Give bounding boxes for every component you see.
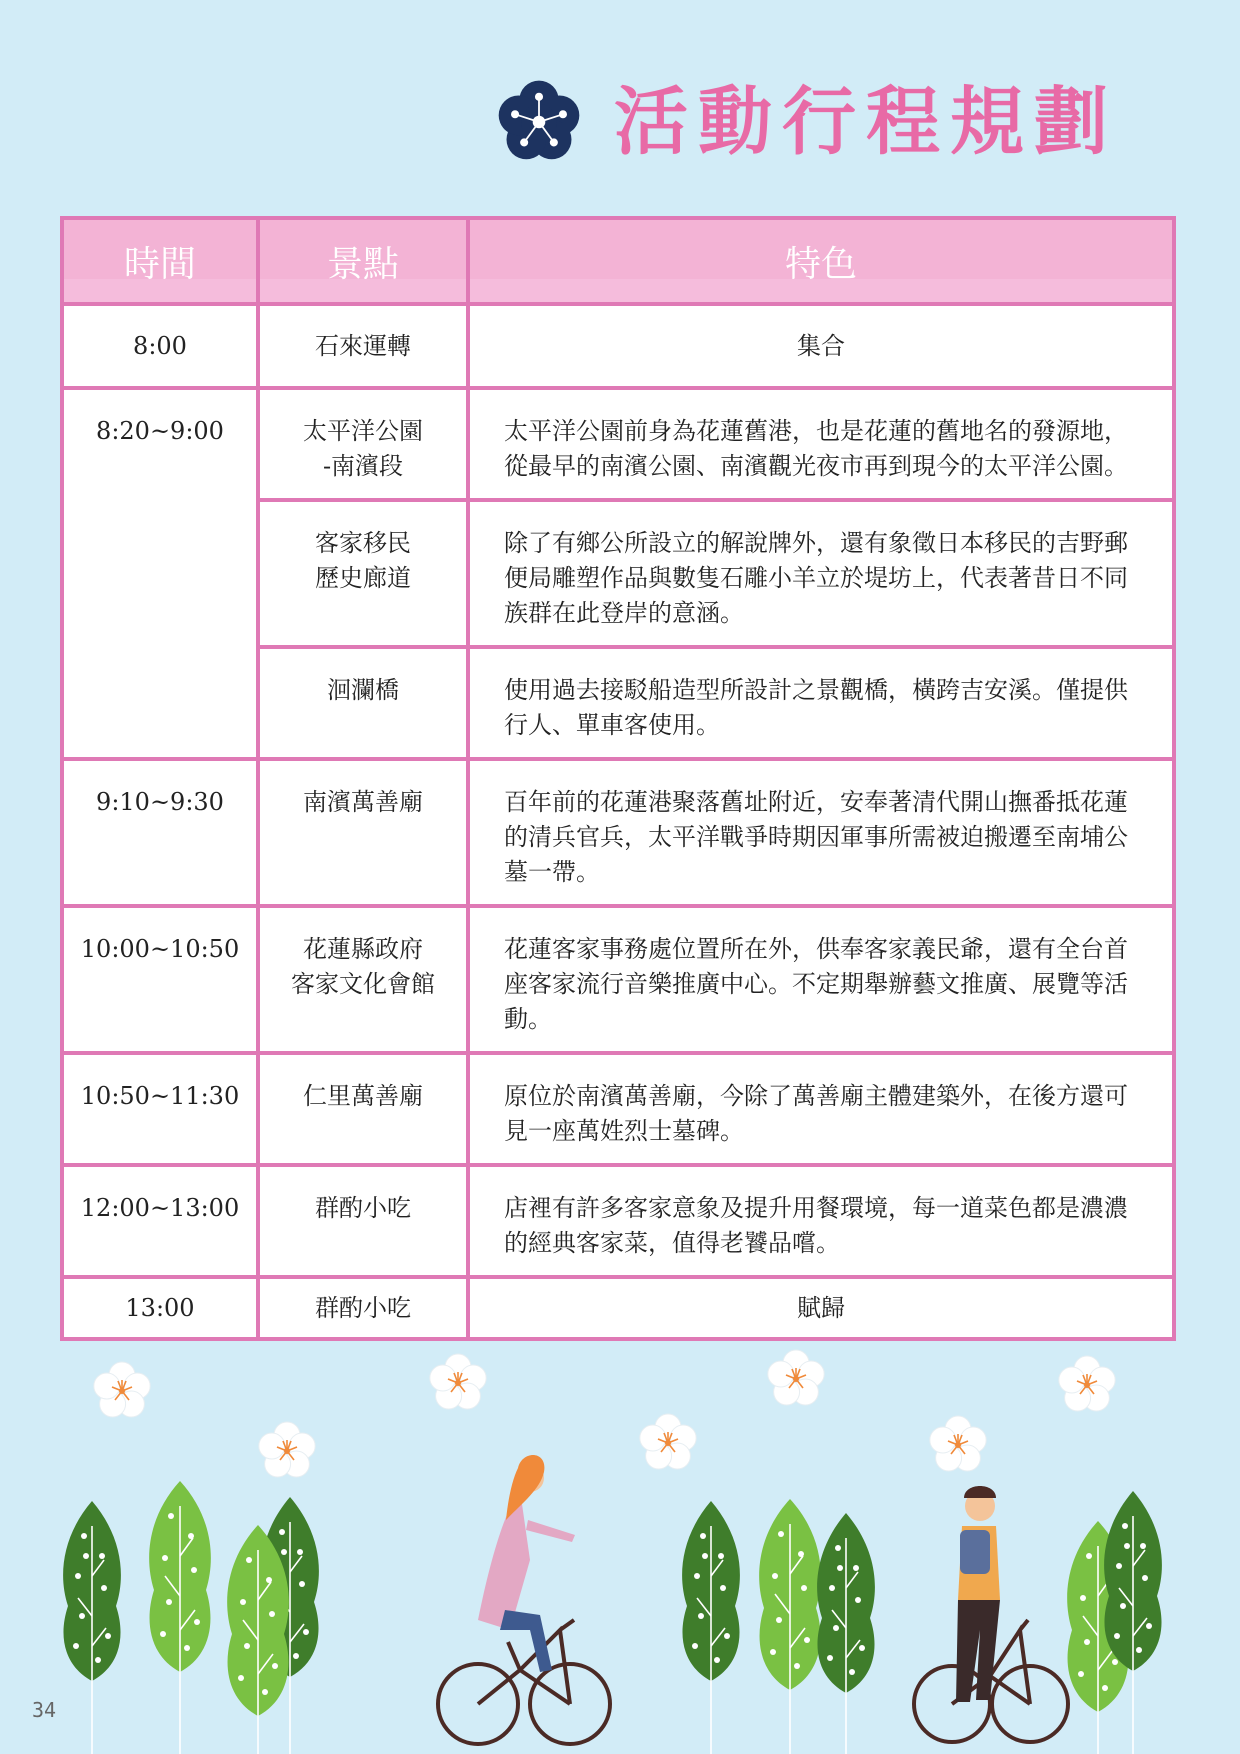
tree-icon <box>817 1513 875 1754</box>
header-spot: 景點 <box>258 218 468 304</box>
spot-cell: 太平洋公園 -南濱段 <box>258 388 468 500</box>
cyclist-woman-icon <box>438 1455 610 1744</box>
tree-icon <box>682 1501 740 1754</box>
time-cell: 10:50~11:30 <box>62 1053 258 1165</box>
cyclist-man-icon <box>914 1486 1068 1742</box>
table-row <box>62 759 1174 906</box>
table-row <box>62 1165 1174 1277</box>
feature-cell: 集合 <box>468 304 1174 388</box>
header-time: 時間 <box>62 218 258 304</box>
time-cell: 9:10~9:30 <box>62 759 258 906</box>
time-cell: 10:00~10:50 <box>62 906 258 1053</box>
feature-cell: 太平洋公園前身為花蓮舊港，也是花蓮的舊地名的發源地，從最早的南濱公園、南濱觀光夜市再到現今的太平洋公園。 <box>468 388 1174 500</box>
time-cell: 8:20~9:00 <box>62 388 258 759</box>
page-header <box>494 72 1174 172</box>
time-cell: 13:00 <box>62 1277 258 1339</box>
feature-cell: 百年前的花蓮港聚落舊址附近，安奉著清代開山撫番抵花蓮的清兵官兵，太平洋戰爭時期因軍事所需被迫搬遷至南埔公墓一帶。 <box>468 759 1174 906</box>
itinerary-table <box>60 216 1176 1341</box>
time-cell: 12:00~13:00 <box>62 1165 258 1277</box>
feature-cell: 花蓮客家事務處位置所在外，供奉客家義民爺，還有全台首座客家流行音樂推廣中心。不定期舉辦藝文推廣、展覽等活動。 <box>468 906 1174 1053</box>
blossom-icon <box>430 1354 486 1409</box>
tree-icon <box>149 1481 211 1754</box>
spot-cell: 南濱萬善廟 <box>258 759 468 906</box>
feature-cell: 賦歸 <box>468 1277 1174 1339</box>
feature-cell: 除了有鄉公所設立的解說牌外，還有象徵日本移民的吉野郵便局雕塑作品與數隻石雕小羊立於堤坊上，代表著昔日不同族群在此登岸的意涵。 <box>468 500 1174 647</box>
table-row <box>62 304 1174 388</box>
blossom-icon <box>930 1416 986 1471</box>
decorative-scene <box>0 1330 1240 1754</box>
spot-cell: 花蓮縣政府 客家文化會館 <box>258 906 468 1053</box>
table-row <box>62 388 1174 500</box>
table-header-row <box>62 218 1174 304</box>
blossom-icon <box>259 1422 315 1477</box>
feature-cell: 使用過去接駁船造型所設計之景觀橋，橫跨吉安溪。僅提供行人、單車客使用。 <box>468 647 1174 759</box>
page-number: 34 <box>32 1698 57 1722</box>
tree-icon <box>227 1525 289 1754</box>
plum-blossom-icon <box>494 77 584 167</box>
tree-icon <box>759 1499 821 1754</box>
spot-cell: 石來運轉 <box>258 304 468 388</box>
spot-cell: 洄瀾橋 <box>258 647 468 759</box>
spot-cell: 群酌小吃 <box>258 1165 468 1277</box>
time-cell: 8:00 <box>62 304 258 388</box>
blossom-icon <box>1059 1356 1115 1411</box>
feature-cell: 店裡有許多客家意象及提升用餐環境，每一道菜色都是濃濃的經典客家菜，值得老饕品嚐。 <box>468 1165 1174 1277</box>
tree-icon <box>1104 1491 1162 1754</box>
spot-cell: 仁里萬善廟 <box>258 1053 468 1165</box>
table-row <box>62 1053 1174 1165</box>
page-title: 活動行程規劃 <box>614 79 1118 165</box>
table-row <box>62 906 1174 1053</box>
blossom-icon <box>94 1362 150 1417</box>
blossom-icon <box>640 1414 696 1469</box>
spot-cell: 客家移民 歷史廊道 <box>258 500 468 647</box>
blossom-icon <box>768 1350 824 1405</box>
header-feature: 特色 <box>468 218 1174 304</box>
spot-cell: 群酌小吃 <box>258 1277 468 1339</box>
feature-cell: 原位於南濱萬善廟，今除了萬善廟主體建築外，在後方還可見一座萬姓烈士墓碑。 <box>468 1053 1174 1165</box>
tree-icon <box>63 1501 121 1754</box>
